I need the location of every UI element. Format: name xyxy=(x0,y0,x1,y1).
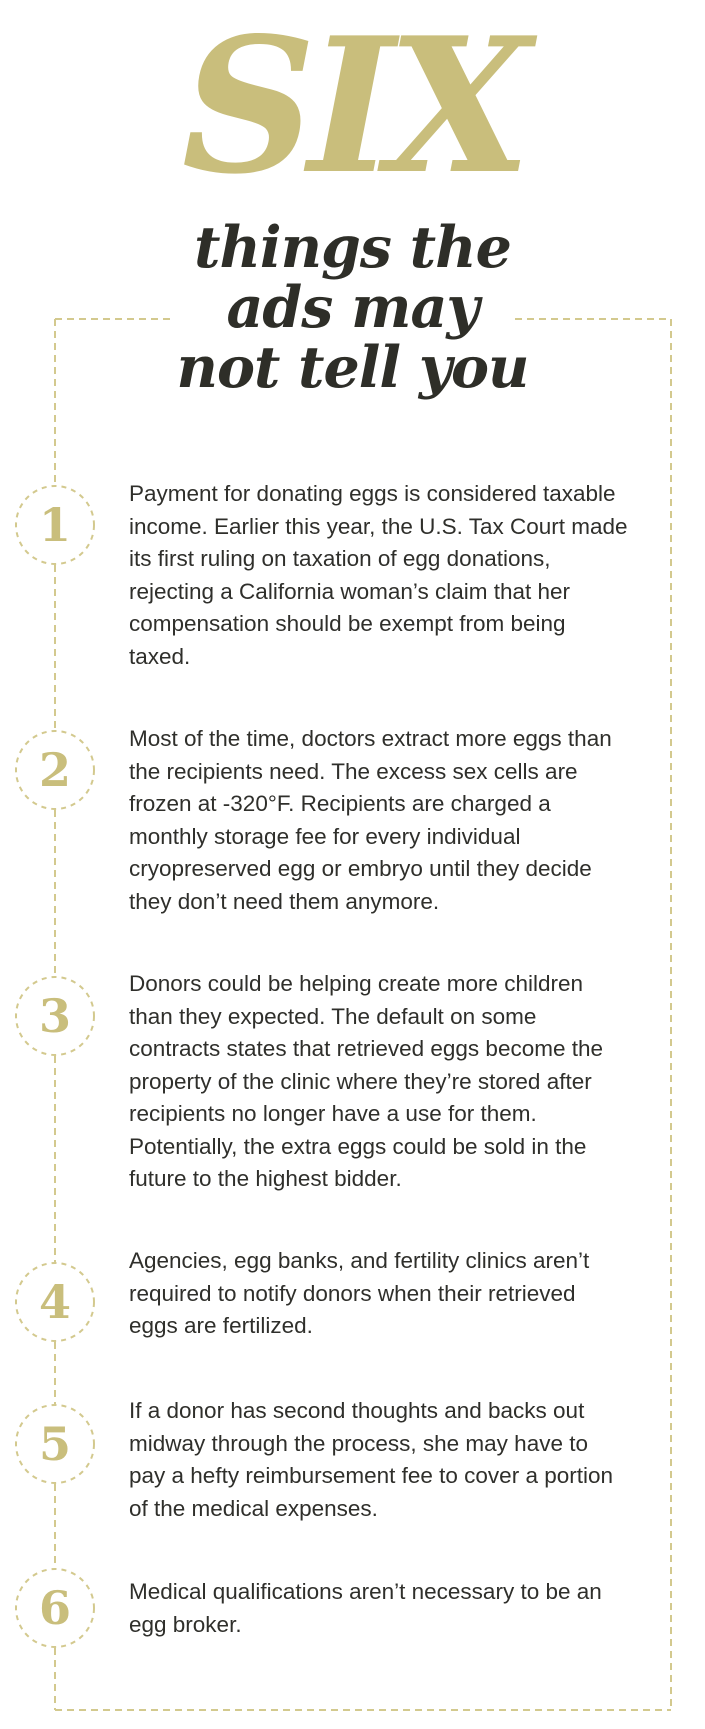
subtitle-line-2: ads may xyxy=(226,274,479,341)
item-number-5: 5 xyxy=(38,1417,72,1471)
item-number-2: 2 xyxy=(38,743,72,797)
item-number-6: 6 xyxy=(38,1581,72,1635)
item-text-2: Most of the time, doctors extract more eggs than the recipients need. The excess sex cells are frozen at -320°F. Recipients are charged a monthly storage fee for every individual cryopreserved egg or embryo until they decide they don’t need them anymore. xyxy=(129,726,612,914)
item-number-4: 4 xyxy=(38,1275,72,1329)
item-text-3: Donors could be helping create more children than they expected. The default on some contracts states that retrieved eggs become the property of the clinic where they’re stored after recipients no longer have a use for them. Potentially, the extra eggs could be sold in the future to the highest bidder. xyxy=(129,971,604,1191)
item-text-1: Payment for donating eggs is considered taxable income. Earlier this year, the U.S. Tax Court made its first ruling on taxation of egg donations, rejecting a California woman’s claim that her compensation should be exempt from being taxed. xyxy=(129,481,628,669)
title-six: SIX xyxy=(181,0,524,215)
item-number-3: 3 xyxy=(38,989,72,1043)
subtitle-line-1: things the xyxy=(194,214,511,281)
subtitle xyxy=(140,214,565,401)
subtitle-line-3: not tell you xyxy=(176,334,529,401)
item-text-5: If a donor has second thoughts and backs out midway through the process, she may have to pay a hefty reimbursement fee to cover a portion of the medical expenses. xyxy=(129,1398,614,1521)
item-text-6: Medical qualifications aren’t necessary to be an egg broker. xyxy=(129,1579,602,1637)
item-number-1: 1 xyxy=(38,498,72,552)
item-text-4: Agencies, egg banks, and fertility clinics aren’t required to notify donors when their retrieved eggs are fertilized. xyxy=(129,1248,590,1338)
